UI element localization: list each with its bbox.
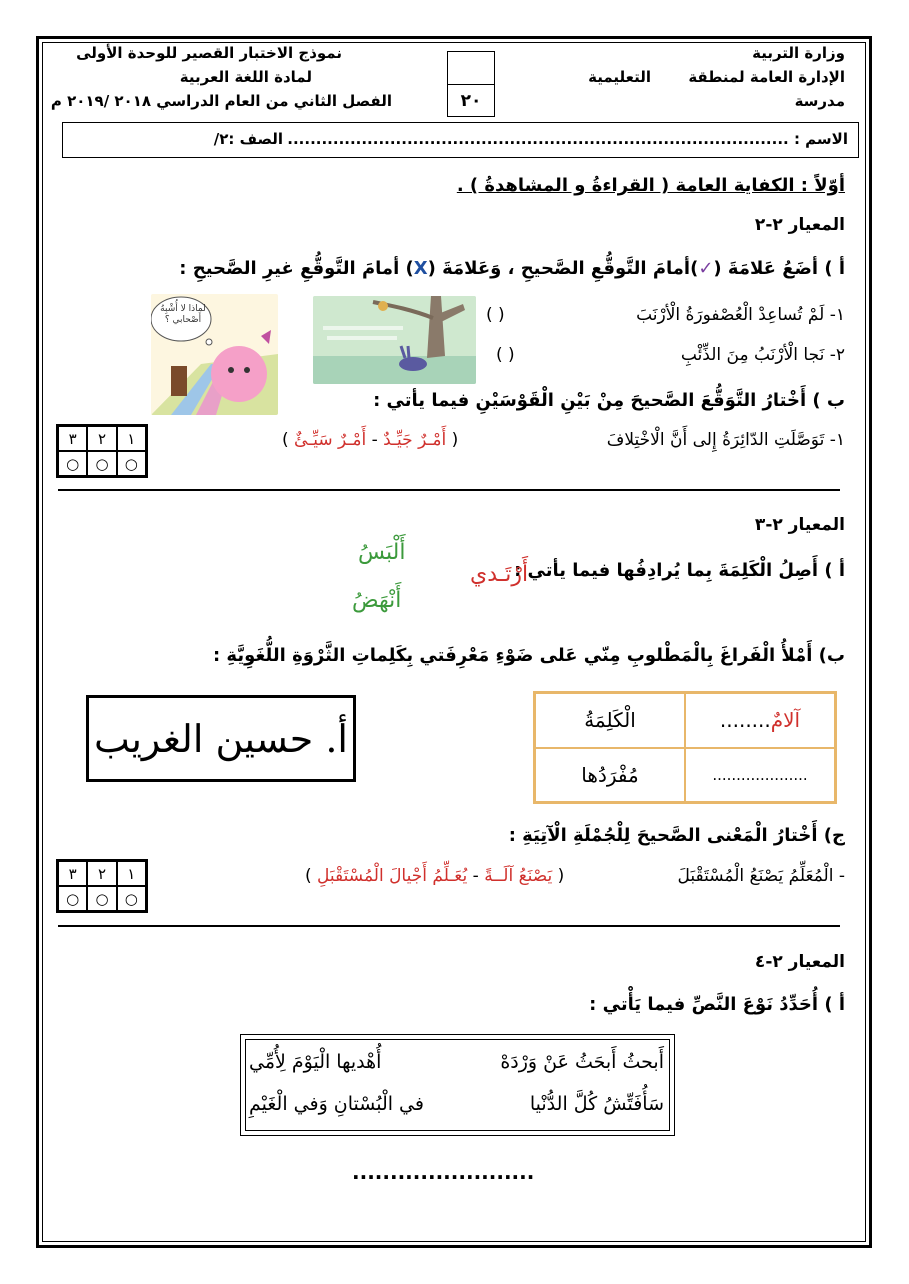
subject-label: لمادة اللغة العربية	[179, 68, 312, 86]
ministry-label: وزارة التربية	[752, 44, 845, 62]
educational-label: التعليمية	[588, 68, 651, 86]
class-field[interactable]: الصف :٢/	[213, 130, 283, 148]
option-bad[interactable]: أَمْـرٌ سَيِّـئٌ	[294, 430, 367, 450]
story-picture-rabbit	[313, 296, 476, 384]
score-circle[interactable]: ○	[58, 451, 87, 476]
check-icon: ✓	[698, 258, 714, 279]
score-circle[interactable]: ○	[117, 886, 146, 911]
question-b-instruction: ب) أَمْلأُ الْفَراغَ بِالْمَطْلوبِ مِنّي عَلى ضَوْءِ مَعْرِفَتي بِكَلِماتِ الثَّرْوَةِ اللُّغَوِيَّةِ :	[212, 645, 845, 666]
option-machine[interactable]: يَصْنَعُ آلَــةً	[484, 866, 553, 886]
score-grid-1: ٣ ٢ ١ ○ ○ ○	[56, 424, 148, 478]
statement-b1: ١- تَوَصَّلَتِ الدّائِرَةُ إِلى أَنَّ الْاخْتِلافَ	[606, 430, 845, 450]
score-grid-2: ٣ ٢ ١ ○ ○ ○	[56, 859, 148, 913]
cell-plural-label: مُفْرَدُها	[535, 748, 685, 803]
cross-icon: X	[413, 258, 428, 279]
synonym-option-1[interactable]: أَلْبَسُ	[358, 540, 406, 565]
answer-paren-1[interactable]: ( )	[486, 305, 505, 325]
question-a-instruction: أ ) أَصِلُ الْكَلِمَةَ بِما يُرادِفُها فيما يأتي :	[514, 560, 845, 581]
cell-word-value[interactable]: آلامٌ ........	[685, 693, 835, 748]
directorate-label: الإدارة العامة لمنطقة	[688, 68, 845, 86]
school-label: مدرسة	[794, 92, 845, 110]
sentence-c: - الْمُعَلِّمُ يَصْنَعُ الْمُسْتَقْبَلَ	[677, 866, 845, 886]
teacher-name-card: أ. حسين الغريب	[86, 695, 356, 782]
poem-line-1b: أُهْديها الْيَوْمَ لِأُمِّي	[249, 1051, 382, 1073]
score-circle[interactable]: ○	[87, 451, 116, 476]
divider	[58, 925, 840, 927]
option-good[interactable]: أَمْـرٌ جَيِّـدٌ	[383, 430, 447, 450]
score-box	[447, 51, 495, 117]
criterion-heading: المعيار ٢-٣	[754, 515, 845, 535]
section-title: أوّلاً : الكفاية العامة ( القراءةُ و المشاهدةُ ) .	[456, 175, 845, 196]
cell-word-label: الْكَلِمَةُ	[535, 693, 685, 748]
score-circle[interactable]: ○	[117, 451, 146, 476]
question-a-instruction: أ ) أضَعُ عَلامَةَ (✓)أمامَ التَّوقُّعِ الصَّحيحِ ، وَعَلامَةَ (X) أمامَ التَّوقُّعِ غيرِ الصَّحيحِ :	[179, 258, 845, 279]
student-info-box	[62, 122, 859, 158]
score-circle[interactable]: ○	[87, 886, 116, 911]
statement-1: ١- لَمْ تُساعِدْ الْعُصْفورَةُ الْأرْنَبَ	[636, 305, 845, 325]
score-circle[interactable]: ○	[58, 886, 87, 911]
poem-line-2a: سَأُفَتِّشُ كُلَّ الدُّنْيا	[529, 1093, 664, 1115]
vocabulary-table	[533, 691, 837, 804]
poem-box	[240, 1034, 675, 1136]
option-teach[interactable]: يُعَـلِّمُ أَجْيالَ الْمُسْتَقْبَلِ	[317, 866, 468, 886]
exam-title: نموذج الاختبار القصير للوحدة الأولى	[76, 44, 342, 62]
story-picture-circle	[151, 294, 278, 415]
options-c: ( يَصْنَعُ آلَــةً - يُعَـلِّمُ أَجْيالَ الْمُسْتَقْبَلِ )	[305, 866, 565, 886]
cell-plural-value[interactable]: ....................	[685, 748, 835, 803]
term-label: الفصل الثاني من العام الدراسي ٢٠١٨ /٢٠١٩ م	[50, 92, 392, 110]
synonym-option-2[interactable]: أَنْهَضُ	[352, 588, 402, 613]
criterion-heading: المعيار ٢-٤	[754, 952, 845, 972]
answer-blank[interactable]: ........................	[352, 1160, 535, 1184]
poem-line-2b: في الْبُسْتانِ وَفي الْغَيْمِ	[249, 1093, 424, 1115]
name-field[interactable]: الاسم : ........................................................................................	[287, 130, 848, 148]
score-total: ٢٠	[460, 91, 482, 111]
target-word: أَرْتَـدي	[470, 562, 529, 587]
options-b1: ( أَمْـرٌ جَيِّـدٌ - أَمْـرٌ سَيِّـئٌ )	[282, 430, 459, 450]
criterion-heading: المعيار ٢-٢	[754, 215, 845, 235]
speech-bubble-text: لماذا لا أُشْبِهُ أَصْحابي ؟	[160, 304, 206, 325]
question-c-instruction: ج) أَخْتارُ الْمَعْنى الصَّحيحَ لِلْجُمْلَةِ الْآتِيَةِ :	[508, 825, 845, 846]
divider	[58, 489, 840, 491]
question-a-instruction: أ ) أُحَدِّدُ نَوْعَ النَّصِّ فيما يَأْتي :	[589, 994, 845, 1015]
statement-2: ٢- نَجا الْأرْنَبُ مِنَ الذِّئْبِ	[680, 345, 845, 365]
answer-paren-2[interactable]: ( )	[496, 345, 515, 365]
question-b-instruction: ب ) أَخْتارُ التَّوَقُّعَ الصَّحيحَ مِنْ بَيْنِ الْقَوْسَيْنِ فيما يأتي :	[373, 390, 845, 411]
poem-line-1a: أَبحثُ أَبحَثُ عَنْ وَرْدَهْ	[500, 1051, 664, 1073]
